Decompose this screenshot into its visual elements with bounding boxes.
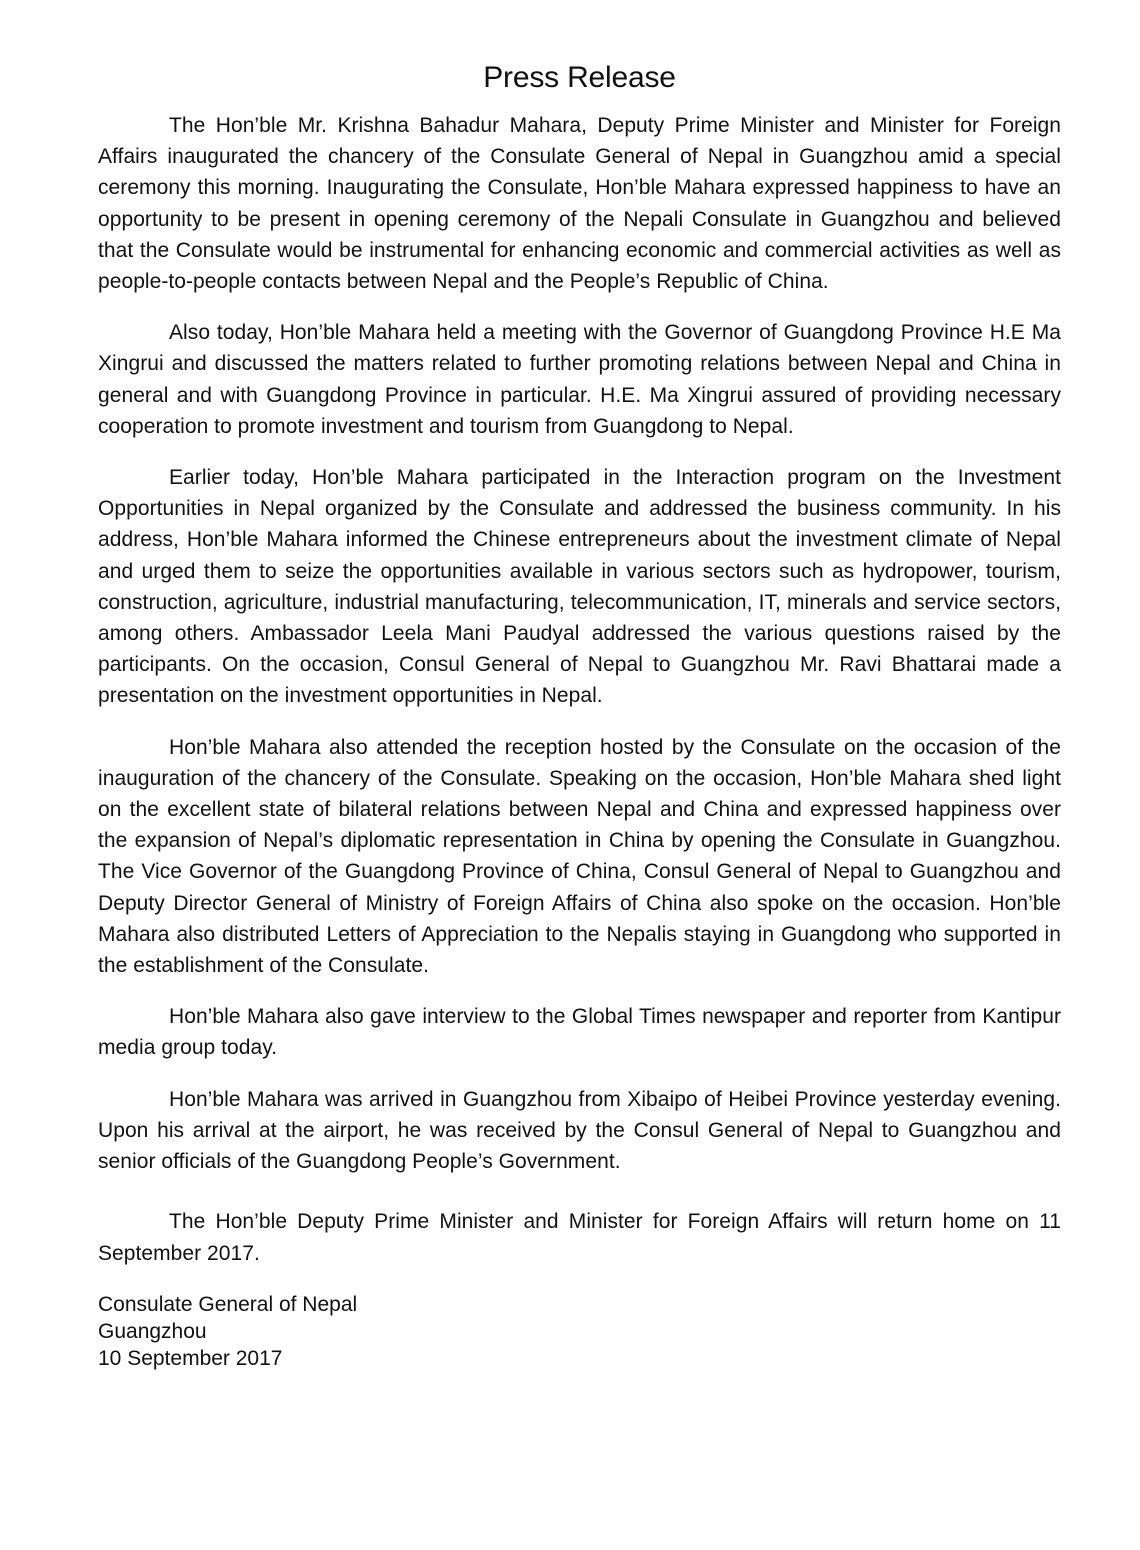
paragraph-return: The Hon’ble Deputy Prime Minister and Minister for Foreign Affairs will return home on 11 September 2017. bbox=[98, 1210, 1061, 1265]
paragraph-media-interview: Hon’ble Mahara also gave interview to the Global Times newspaper and reporter from Kantipur media group today. bbox=[98, 1005, 1061, 1060]
page-title: Press Release bbox=[483, 61, 676, 94]
signature-date: 10 September 2017 bbox=[98, 1346, 283, 1370]
signature-block bbox=[98, 1291, 1061, 1372]
signature-office: Consulate General of Nepal bbox=[98, 1292, 358, 1316]
paragraph-governor-meeting: Also today, Hon’ble Mahara held a meeting with the Governor of Guangdong Province H.E Ma Xingrui and discussed the matters related to further promoting relations between Nepal and China in general and with Guangdong Province in particular. H.E. Ma Xingrui assured of providing necessary cooperation to promote investment and tourism from Guangdong to Nepal. bbox=[98, 321, 1061, 438]
paragraph-reception: Hon’ble Mahara also attended the reception hosted by the Consulate on the occasion of the inauguration of the chancery of the Consulate. Speaking on the occasion, Hon’ble Mahara shed light on the excellent state of bilateral relations between Nepal and China and expressed happiness over the expansion of Nepal’s diplomatic representation in China by opening the Consulate in Guangzhou. The Vice Governor of the Guangdong Province of China, Consul General of Nepal to Guangzhou and Deputy Director General of Ministry of Foreign Affairs of China also spoke on the occasion. Hon’ble Mahara also distributed Letters of Appreciation to the Nepalis staying in Guangdong who supported in the establishment of the Consulate. bbox=[98, 735, 1061, 978]
signature-city: Guangzhou bbox=[98, 1319, 207, 1343]
paragraph-arrival: Hon’ble Mahara was arrived in Guangzhou from Xibaipo of Heibei Province yesterday evening. Upon his arrival at the airport, he was received by the Consul General of Nepal to Guangzhou and senior officials of the Guangdong People’s Government. bbox=[98, 1087, 1061, 1174]
document-page bbox=[98, 0, 1061, 1372]
paragraph-investment-interaction: Earlier today, Hon’ble Mahara participated in the Interaction program on the Investment Opportunities in Nepal organized by the Consulate and addressed the business community. In his address, Hon’ble Mahara informed the Chinese entrepreneurs about the investment climate of Nepal and urged them to seize the opportunities available in various sectors such as hydropower, tourism, construction, agriculture, industrial manufacturing, telecommunication, IT, minerals and service sectors, among others. Ambassador Leela Mani Paudyal addressed the various questions raised by the participants. On the occasion, Consul General of Nepal to Guangzhou Mr. Ravi Bhattarai made a presentation on the investment opportunities in Nepal. bbox=[98, 466, 1061, 708]
paragraph-inauguration: The Hon’ble Mr. Krishna Bahadur Mahara, Deputy Prime Minister and Minister for Foreign Affairs inaugurated the chancery of the Consulate General of Nepal in Guangzhou amid a special ceremony this morning. Inaugurating the Consulate, Hon’ble Mahara expressed happiness to have an opportunity to be present in opening ceremony of the Nepali Consulate in Guangzhou and believed that the Consulate would be instrumental for enhancing economic and commercial activities as well as people-to-people contacts between Nepal and the People’s Republic of China. bbox=[98, 114, 1061, 294]
